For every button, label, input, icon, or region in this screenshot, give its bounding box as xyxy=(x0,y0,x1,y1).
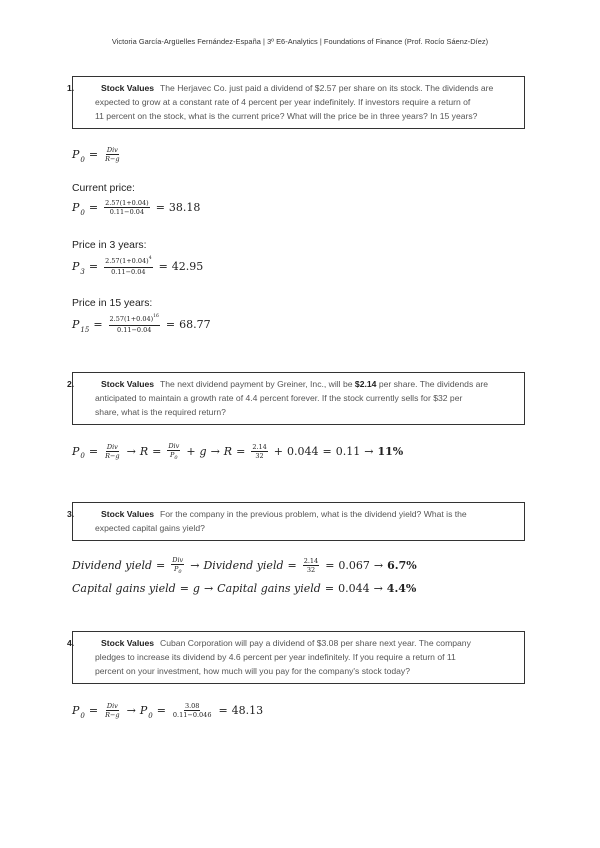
question-1-box xyxy=(67,76,525,129)
question-text: expected to grow at a constant rate of 4 percent per year indefinitely. If investors require a return of xyxy=(95,97,471,107)
fifteen-year-calc: P 15 = $\frac{2.57(1+0.04)^{16}}{0.11-0.04}$ = 68.77 xyxy=(72,314,211,334)
question-3-box: 3. Stock Values For the company in the previous problem, what is the dividend yield? What is the expected capital gains yield? xyxy=(72,502,525,541)
question-number: 4. xyxy=(67,638,75,648)
question-title: Stock Values xyxy=(101,379,155,389)
question-4-box: 4. Stock Values Cuban Corporation will pay a dividend of $3.08 per share next year. The company pledges to increase its dividend by 4.6 percent per year indefinitely. If you require a return of 11 percent on your investment, how much will you pay for the company's stock today? xyxy=(72,631,525,684)
question-text: 11 percent on the stock, what is the current price? What will the price be in three years? In 15 years? xyxy=(95,111,478,121)
question-text: share, what is the required return? xyxy=(95,407,226,417)
required-return-calc: P 0 = $\frac{\text{Div}}{R-g}$ → R = $\frac{\text{Div}}{P_0}$ + g → R = $\frac{2.14}{32}$ + 0.044 = 0.11 → 11% xyxy=(72,442,404,461)
question-text: percent on your investment, how much will you pay for the company's stock today? xyxy=(95,666,410,676)
question-text: The Herjavec Co. just paid a dividend of $2.57 per share on its stock. The dividends are xyxy=(160,83,494,93)
three-year-calc: P 3 = $\frac{2.57(1+0.04)^4}{0.11-0.04}$ = 42.95 xyxy=(72,256,204,276)
question-text: pledges to increase its dividend by 4.6 percent per year indefinitely. If you require a return of 11 xyxy=(95,652,456,662)
question-number: 3. xyxy=(67,509,75,519)
question-number: 2. xyxy=(67,379,75,389)
question-2-box: 2. Stock Values The next dividend payment by Greiner, Inc., will be $2.14 per share. The dividends are anticipated to maintain a growth rate of 4.4 percent forever. If the stock currently sells for $32 per share, what is the required return? xyxy=(72,372,525,425)
current-price-calc: P 0 = $\frac{2.57(1+0.04)}{0.11-0.04}$ = 38.18 xyxy=(72,199,201,217)
question-title: Stock Values xyxy=(101,83,155,93)
current-price-label: Current price: xyxy=(72,183,135,194)
question-title: Stock Values xyxy=(101,638,155,648)
capital-gains-yield-calc: Capital gains yield = g → Capital gains yield = 0.044 → 4.4% xyxy=(72,582,417,595)
gordon-formula: P 0 = $\frac{\text{Div}}{R-g}$ xyxy=(72,146,120,164)
question-text: expected capital gains yield? xyxy=(95,523,205,533)
question-number: 1. xyxy=(67,83,75,93)
question-title: Stock Values xyxy=(101,509,155,519)
fifteen-year-label: Price in 15 years: xyxy=(72,298,153,309)
three-year-label: Price in 3 years: xyxy=(72,240,147,251)
question-text: anticipated to maintain a growth rate of 4.4 percent forever. If the stock currently sells for $32 per xyxy=(95,393,463,403)
page-header: Victoria García-Argüelles Fernández-España | 3º E6-Analytics | Foundations of Finance (Prof. Rocío Sáenz-Díez) xyxy=(111,37,489,46)
stock-price-calc: P 0 = $\frac{\text{Div}}{R-g}$ → P 0 = $\frac{3.08}{0.11-0.046}$ = 48.13 xyxy=(72,702,264,720)
dividend-yield-calc: Dividend yield = $\frac{\text{Div}}{P_0}$ → Dividend yield = $\frac{2.14}{32}$ = 0.067 → 6.7% xyxy=(72,556,417,575)
